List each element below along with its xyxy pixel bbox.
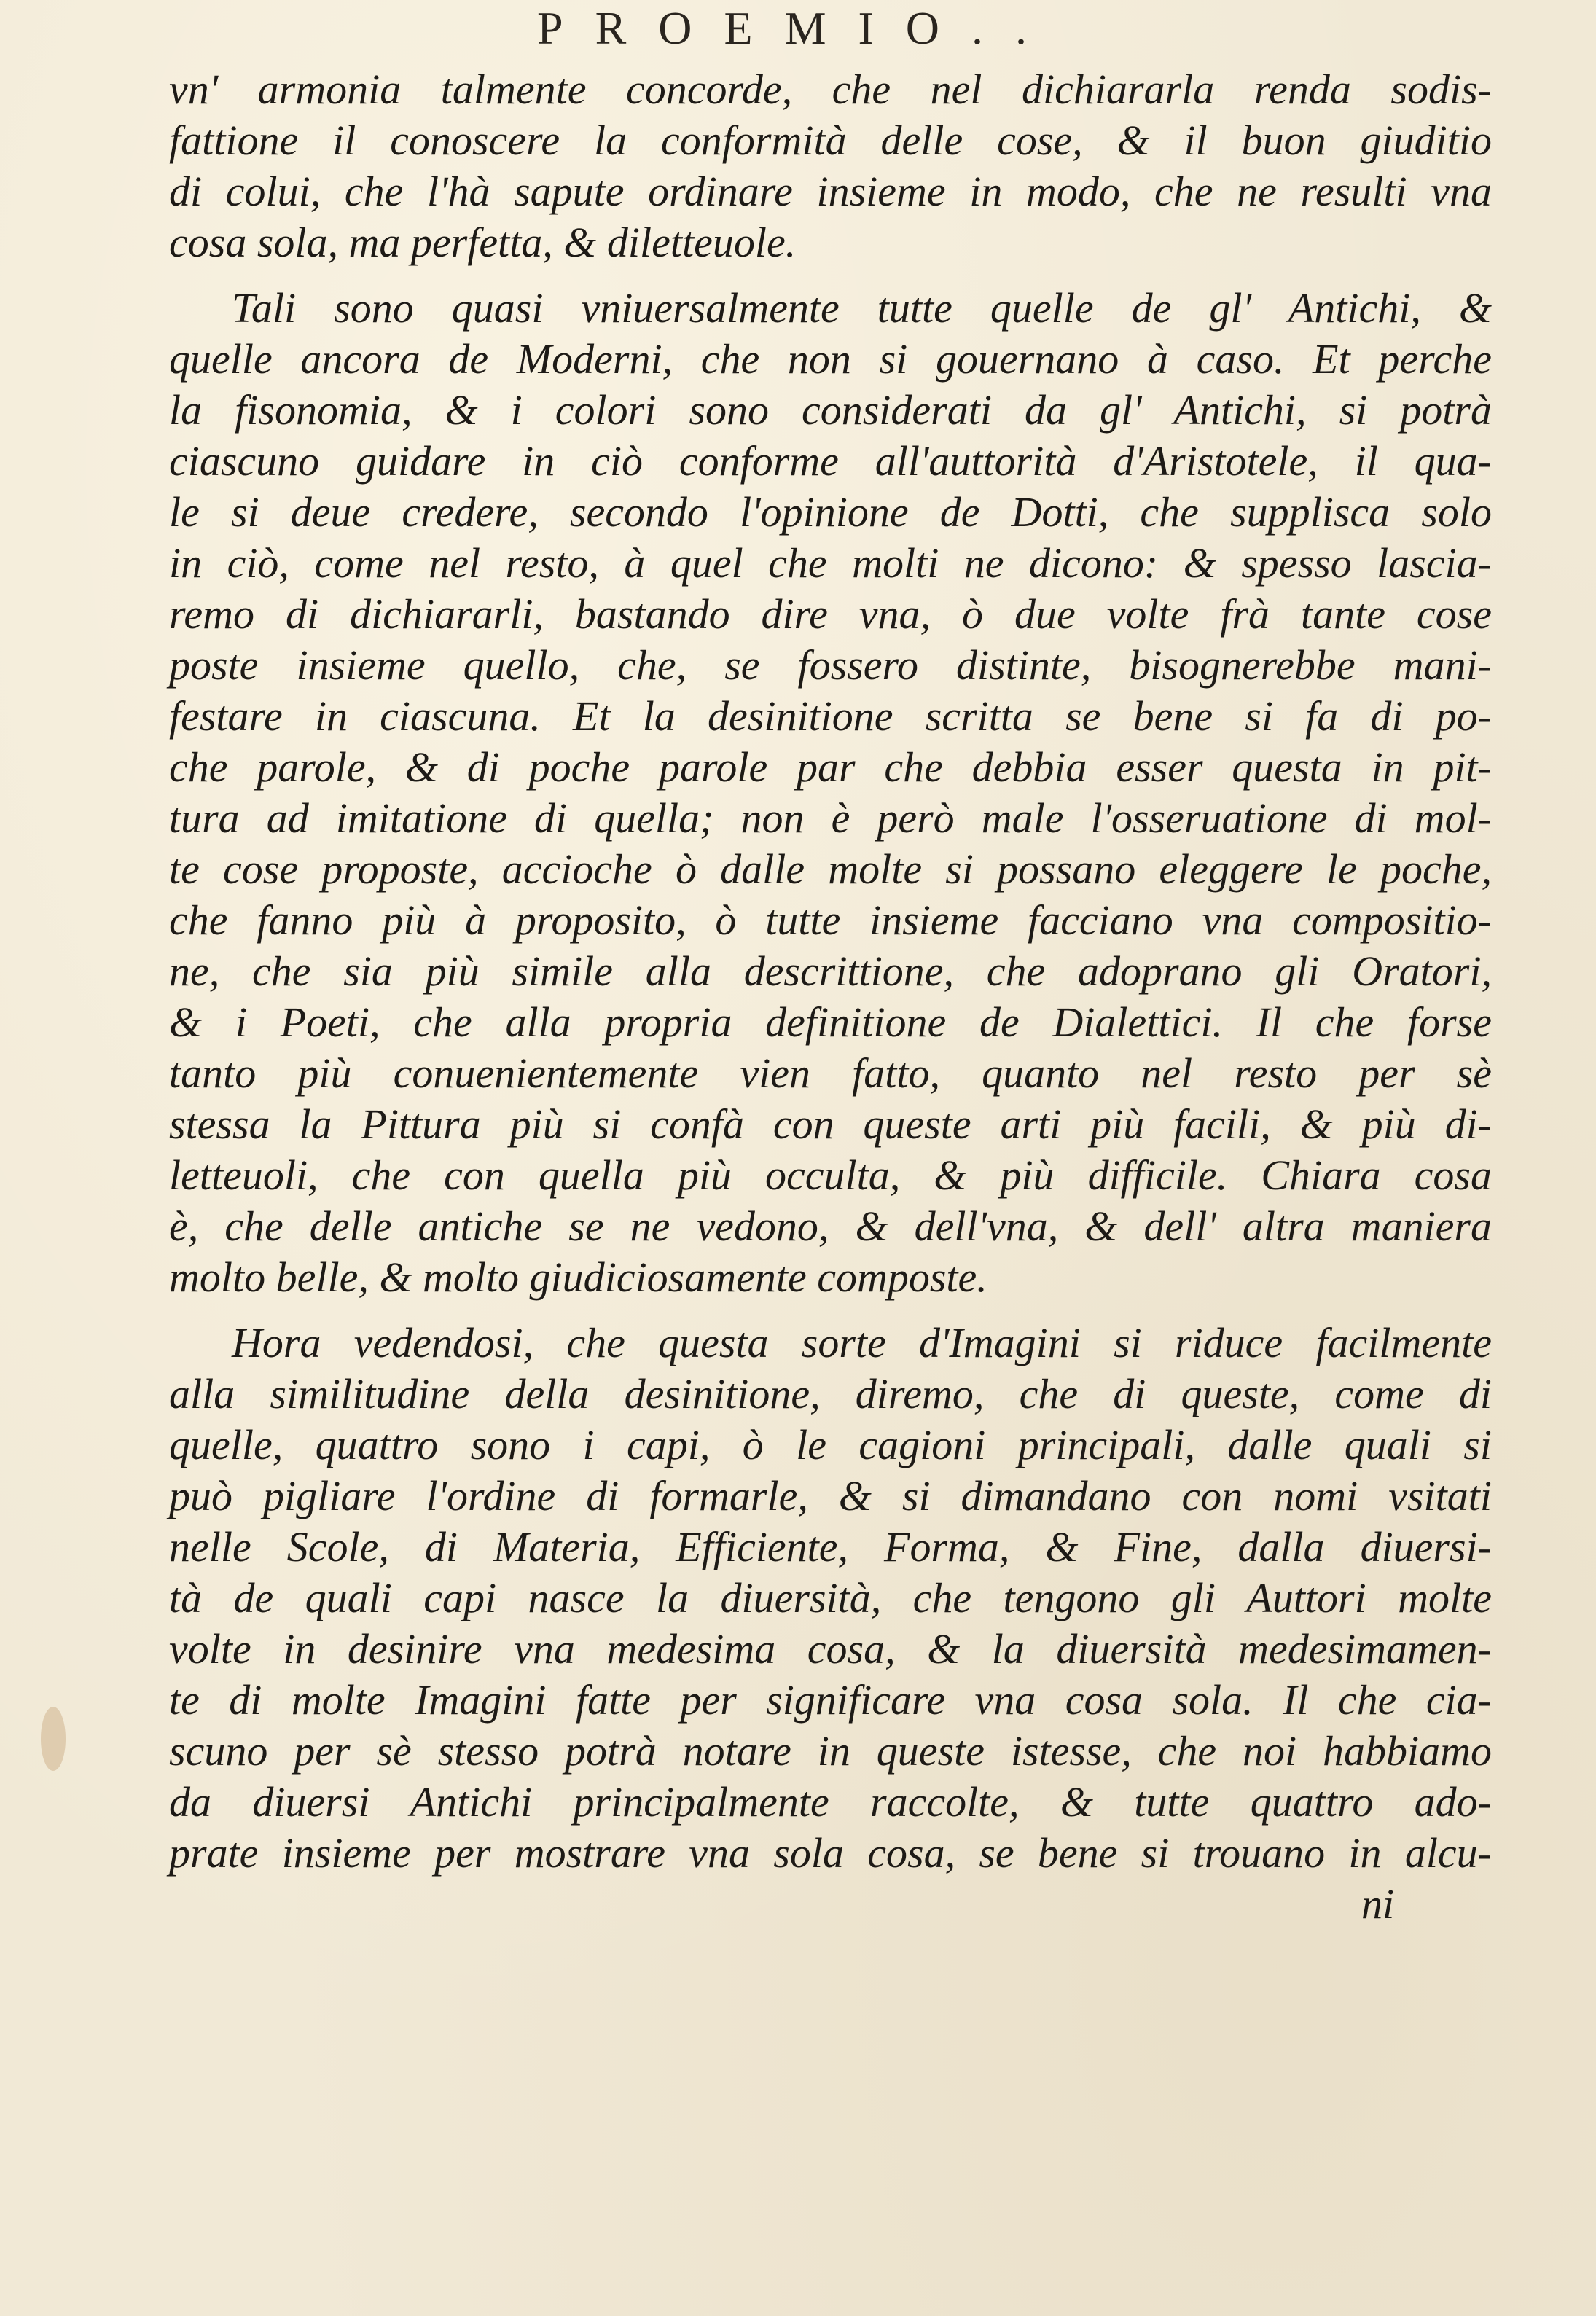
text-line: & i Poeti, che alla propria definitione de Dialettici. Il che forse xyxy=(169,998,1492,1046)
text-line: volte in desinire vna medesima cosa, & la diuersità medesimamen- xyxy=(169,1625,1492,1673)
text-line: quelle, quattro sono i capi, ò le cagioni principali, dalle quali si xyxy=(169,1421,1492,1468)
text-line: molto belle, & molto giudiciosamente composte. xyxy=(169,1253,987,1301)
catchword: ni xyxy=(1361,1880,1395,1928)
text-line: cosa sola, ma perfetta, & diletteuole. xyxy=(169,219,797,266)
text-line: tanto più conuenientemente vien fatto, quanto nel resto per sè xyxy=(169,1049,1492,1097)
text-line: da diuersi Antichi principalmente raccolte, & tutte quattro ado- xyxy=(169,1778,1492,1826)
paper-stain xyxy=(41,1707,66,1771)
text-line: poste insieme quello, che, se fossero distinte, bisognerebbe mani- xyxy=(169,641,1492,689)
text-line: vn' armonia talmente concorde, che nel dichiararla renda sodis- xyxy=(169,66,1492,113)
text-line: stessa la Pittura più si confà con queste arti più facili, & più di- xyxy=(169,1100,1492,1148)
text-line: Hora vedendosi, che questa sorte d'Imagini si riduce facilmente xyxy=(232,1319,1492,1366)
text-line: ciascuno guidare in ciò conforme all'auttorità d'Aristotele, il qua- xyxy=(169,437,1492,485)
text-line: può pigliare l'ordine di formarle, & si dimandano con nomi vsitati xyxy=(169,1472,1492,1519)
text-line: letteuoli, che con quella più occulta, & più difficile. Chiara cosa xyxy=(169,1151,1492,1199)
text-line: fattione il conoscere la conformità delle cose, & il buon giuditio xyxy=(169,117,1492,164)
text-line: scuno per sè stesso potrà notare in queste istesse, che noi habbiamo xyxy=(169,1727,1492,1775)
text-line: è, che delle antiche se ne vedono, & dell'vna, & dell' altra maniera xyxy=(169,1202,1492,1250)
text-line: di colui, che l'hà sapute ordinare insieme in modo, che ne resulti vna xyxy=(169,168,1492,215)
text-line: tura ad imitatione di quella; non è però male l'osseruatione di mol- xyxy=(169,794,1492,842)
text-line: prate insieme per mostrare vna sola cosa, se bene si trouano in alcu- xyxy=(169,1829,1492,1877)
running-header: PROEMIO.. xyxy=(536,2,1060,54)
text-line: te cose proposte, accioche ò dalle molte si possano eleggere le poche, xyxy=(169,845,1492,893)
text-line: tà de quali capi nasce la diuersità, che tengono gli Auttori molte xyxy=(169,1574,1492,1621)
text-line: alla similitudine della desinitione, diremo, che di queste, come di xyxy=(169,1370,1492,1417)
text-line: te di molte Imagini fatte per significare vna cosa sola. Il che cia- xyxy=(169,1676,1492,1724)
text-line: la fisonomia, & i colori sono considerati da gl' Antichi, si potrà xyxy=(169,386,1492,434)
text-line: che parole, & di poche parole par che debbia esser questa in pit- xyxy=(169,743,1492,791)
text-line: nelle Scole, di Materia, Efficiente, Forma, & Fine, dalla diuersi- xyxy=(169,1523,1492,1570)
text-line: festare in ciascuna. Et la desinitione scritta se bene si fa di po- xyxy=(169,692,1492,740)
text-line: remo di dichiararli, bastando dire vna, ò due volte frà tante cose xyxy=(169,590,1492,638)
text-line: ne, che sia più simile alla descrittione, che adoprano gli Oratori, xyxy=(169,947,1492,995)
text-line: Tali sono quasi vniuersalmente tutte quelle de gl' Antichi, & xyxy=(232,284,1492,332)
text-line: in ciò, come nel resto, à quel che molti ne dicono: & spesso lascia- xyxy=(169,539,1492,587)
text-line: quelle ancora de Moderni, che non si gouernano à caso. Et perche xyxy=(169,335,1492,383)
text-line: che fanno più à proposito, ò tutte insieme facciano vna compositio- xyxy=(169,896,1492,944)
text-line: le si deue credere, secondo l'opinione de Dotti, che supplisca solo xyxy=(169,488,1492,536)
